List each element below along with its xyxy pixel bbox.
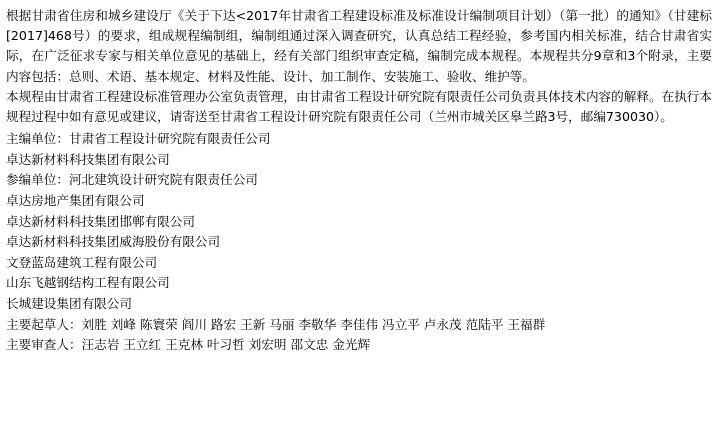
entry-label: 主要起草人： <box>6 316 82 332</box>
entry-label: 主编单位： <box>6 131 69 147</box>
entry-value: 河北建筑设计研究院有限责任公司 <box>68 172 258 188</box>
entry-participating-unit-4 <box>6 232 712 253</box>
entry-label: 主要审查人： <box>6 337 82 353</box>
entry-value: 汪志岩 王立红 王克林 叶习哲 刘宏明 邵文忠 金光辉 <box>81 337 371 353</box>
entry-value: 卓达新材料科技集团威海股份有限公司 <box>6 234 221 250</box>
entry-value: 山东飞越钢结构工程有限公司 <box>6 275 170 291</box>
entry-value: 长城建设集团有限公司 <box>6 295 132 311</box>
entry-value: 甘肃省工程设计研究院有限责任公司 <box>68 131 271 147</box>
entry-value: 卓达房地产集团有限公司 <box>6 193 145 208</box>
entry-value: 刘胜 刘峰 陈寰荣 阎川 路宏 王新 马丽 李敬华 李佳伟 冯立平 卢永茂 范陆平 王福群 <box>81 316 546 332</box>
entry-chief-editing-unit <box>6 129 712 150</box>
entry-participating-unit-6 <box>6 273 712 294</box>
entry-participating-unit-7 <box>6 294 712 315</box>
entry-participating-unit-5 <box>6 253 712 274</box>
entry-value: 文登蓝岛建筑工程有限公司 <box>6 254 158 270</box>
entry-main-drafters <box>6 315 712 336</box>
entry-value: 卓达新材料科技集团邯郸有限公司 <box>6 213 195 229</box>
entry-participating-unit-3 <box>6 212 712 233</box>
entry-main-reviewers <box>6 335 712 356</box>
entry-label: 参编单位： <box>6 172 69 188</box>
entry-value: 卓达新材料科技集团有限公司 <box>6 151 170 167</box>
entry-chief-editing-unit-2 <box>6 150 712 171</box>
paragraph-administration-and-interpretation: 本规程由甘肃省工程建设标准管理办公室负责管理，由甘肃省工程设计研究院有限责任公司负责具体技术内容的解释。在执行本规程过程中如有意见或建议，请寄送至甘肃省工程设计研究院有限责任公司（兰州市城关区皋兰路3号，邮编730030）。 <box>6 88 712 125</box>
paragraph-scope-and-contents: 根据甘肃省住房和城乡建设厅《关于下达<2017年甘肃省工程建设标准及标准设计编制项目计划）（第一批）的通知》（甘建标[2017]468号）的要求，组成规程编制组，编制组通过深入调查研究，认真总结工程经验，参考国内相关标准，结合甘肃省实际，在广泛征求专家与相关单位意见的基础上，经有关部门组织审查定稿，编制完成本规程。本规程共分9章和3个附录，主要内容包括：总则、术语、基本规定、材料及性能、设计、加工制作、安装施工、验收、维护等。 <box>6 8 712 84</box>
entry-participating-unit <box>6 170 712 191</box>
entry-participating-unit-2 <box>6 191 712 212</box>
